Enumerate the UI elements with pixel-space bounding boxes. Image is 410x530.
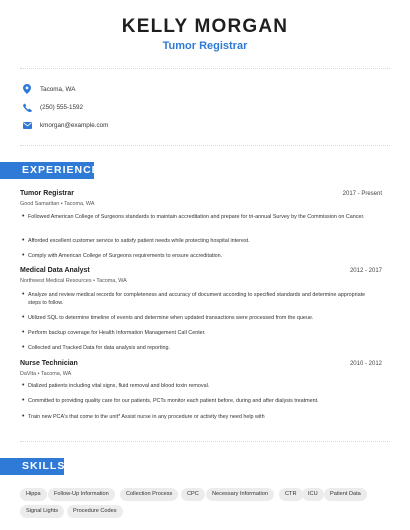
list-item: • Committed to providing quality care for our patients, PCTs monitor each patient before, during and after dialysis treatment. [22,397,319,404]
bullet-text: Train new PCA's that come to the unit* Assist nurse in any procedure or activity they need help with [28,414,265,420]
company-name: Northwest Medical Resources [20,278,92,284]
job-title: Medical Data Analyst [20,267,90,274]
divider [20,68,390,69]
list-item: • Perform backup coverage for Health Information Management Call Center. [22,329,206,336]
company-location: Tacoma, WA [40,371,72,377]
phone-text: (250) 555-1592 [40,103,84,111]
list-item: • Utilized SQL to determine timeline of events and determine when updated transactions were processed from the queue. [22,314,314,321]
company-name: DaVita [20,371,37,377]
list-item: • Comply with American College of Surgeons requirements to ensure accreditation. [22,252,223,259]
job-role-title: Tumor Registrar [162,40,248,52]
job-dates: 2012 - 2017 [349,268,382,274]
list-item: • Train new PCA's that come to the unit* Assist nurse in any procedure or activity they need help with [22,413,265,420]
skill-chip: Procedure Codes [67,505,123,518]
location-text: Tacoma, WA [40,85,76,93]
contact-location [22,83,75,95]
bullet-text: Utilized SQL to determine timeline of events and determine when updated transactions were processed from the queue. [28,315,314,321]
company-location: Tacoma, WA [64,201,95,207]
email-text: kmorgan@example.com [40,121,109,129]
job-company-location: DaVita • Tacoma, WA [20,371,72,377]
skill-chip: ICU [302,488,324,501]
list-item: • Followed American College of Surgeons standards to maintain accreditation and prepare for tri-annual Survey by the Commission on Cancer. [22,213,365,220]
bullet-text: Followed American College of Surgeons standards to maintain accreditation and prepare for tri-annual Survey by the Commission on Cancer. [28,214,365,220]
job-title: Tumor Registrar [20,190,74,197]
bullet-text: Comply with American College of Surgeons requirements to ensure accreditation. [28,253,223,259]
skill-chip: Hippa [20,488,47,501]
bullet-text: Analyze and review medical records for completeness and accuracy of document according to specified standards and determine appropriate steps to follow. [28,292,366,306]
list-item: • Afforded excellent customer service to satisfy patient needs while protecting hospital interest. [22,237,250,244]
skill-chip: Collection Process [120,488,178,501]
list-item: • Dialized patients including vital signs, fluid removal and blood toxin removal. [22,382,210,389]
experience-heading: EXPERIENCE [0,162,94,179]
email-icon [22,120,32,130]
job-dates: 2017 - Present [342,191,382,197]
bullet-text: Committed to providing quality care for our patients, PCTs monitor each patient before, during and after dialysis treatment. [28,398,319,404]
contact-phone [22,101,83,113]
skills-heading: SKILLS [0,458,64,475]
candidate-name: KELLY MORGAN [121,16,289,37]
list-item: • Collected and Tracked Data for data analysis and reporting. [22,344,171,351]
company-location: Tacoma, WA [96,278,127,284]
skill-chip: CPC [181,488,205,501]
contact-email [22,119,108,131]
job-company-location: Good Samaritan • Tacoma, WA [20,201,95,207]
skill-chip: Necessary Information [206,488,274,501]
list-item: • Analyze and review medical records for completeness and accuracy of document according to specified standards and determine appropriate steps to follow. [22,291,366,306]
skill-chip: CTR [279,488,303,501]
bullet-text: Afforded excellent customer service to satisfy patient needs while protecting hospital interest. [28,238,250,244]
phone-icon [22,102,32,112]
divider [20,441,390,442]
job-company-location: Northwest Medical Resources • Tacoma, WA [20,278,127,284]
bullet-text: Collected and Tracked Data for data analysis and reporting. [28,345,171,351]
location-pin-icon [22,84,32,94]
divider [20,145,390,146]
job-title: Nurse Technician [20,360,78,367]
bullet-text: Dialized patients including vital signs, fluid removal and blood toxin removal. [28,383,210,389]
skill-chip: Signal Lights [20,505,64,518]
job-dates: 2010 - 2012 [349,361,382,367]
skill-chip: Follow-Up Information [48,488,115,501]
bullet-text: Perform backup coverage for Health Information Management Call Center. [28,330,206,336]
company-name: Good Samaritan [20,201,60,207]
skill-chip: Patient Data [324,488,367,501]
